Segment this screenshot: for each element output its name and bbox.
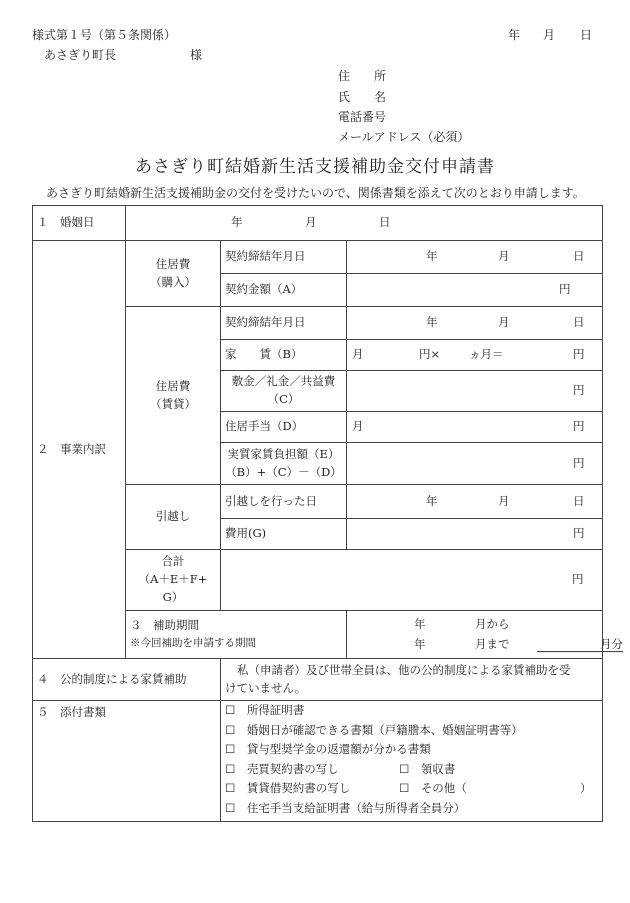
header-year-label: 年 bbox=[508, 28, 521, 42]
row-attachments bbox=[33, 701, 603, 822]
checkbox-scholarship[interactable]: ☐ bbox=[225, 742, 236, 756]
rent-contract-date-field[interactable]: 年 月 日 bbox=[347, 307, 603, 340]
checkbox-sales-contract[interactable]: ☐ bbox=[225, 761, 236, 776]
total-label: 合計 （A＋E＋F+ G） bbox=[126, 550, 221, 611]
period-months-field[interactable]: 月分 bbox=[537, 636, 623, 654]
rent-contract-date-label: 契約締結年月日 bbox=[221, 307, 347, 340]
rent-deposit-label: 敷金／礼金／共益費 （C） bbox=[221, 371, 347, 412]
moving-cost-label: 費用(G) bbox=[221, 519, 347, 550]
rent-allowance-label: 住居手当（D） bbox=[221, 412, 347, 443]
content-label: ２ 事業内訳 bbox=[33, 241, 126, 659]
moving-date-label: 引越しを行った日 bbox=[221, 485, 347, 519]
checkbox-income[interactable]: ☐ bbox=[225, 703, 236, 717]
moving-date-field[interactable]: 年 月 日 bbox=[347, 485, 603, 519]
public-subsidy-label: ４ 公的制度による家賃補助 bbox=[33, 659, 221, 701]
header-month-label: 月 bbox=[543, 28, 556, 42]
checkbox-other[interactable]: ☐ bbox=[399, 781, 410, 795]
rent-label: 住居費 （賃貸） bbox=[126, 307, 221, 485]
honorific: 様 bbox=[190, 48, 203, 62]
addressee: あさぎり町長 bbox=[44, 48, 117, 62]
rent-amount-label: 家 賃（B） bbox=[221, 340, 347, 371]
purchase-label: 住居費 （購入） bbox=[126, 241, 221, 307]
total-field[interactable]: 円 bbox=[221, 550, 603, 611]
row-marriage-date bbox=[33, 206, 603, 241]
checkbox-housing-allowance[interactable]: ☐ bbox=[225, 800, 236, 815]
public-subsidy-statement: 私（申請者）及び世帯全員は、他の公的制度による家賃補助を受 けていません。 bbox=[221, 659, 603, 701]
marriage-date-label: １ 婚姻日 bbox=[33, 206, 126, 241]
moving-cost-field[interactable]: 円 bbox=[347, 519, 603, 550]
purchase-contract-date-label: 契約締結年月日 bbox=[221, 241, 347, 274]
rent-deposit-field[interactable]: 円 bbox=[347, 371, 603, 412]
rent-allowance-field[interactable]: 月 円 bbox=[347, 412, 603, 443]
row-public-subsidy bbox=[33, 659, 603, 701]
header-day-label: 日 bbox=[580, 28, 593, 42]
purchase-amount-label: 契約金額（A） bbox=[221, 274, 347, 307]
phone-label: 電話番号 bbox=[338, 110, 387, 124]
email-label: メールアドレス（必須） bbox=[338, 130, 470, 144]
application-table bbox=[32, 205, 623, 822]
attachments-label: ５ 添付書類 bbox=[33, 701, 221, 822]
document-title: あさぎり町結婚新生活支援補助金交付申請書 bbox=[135, 157, 495, 177]
purchase-contract-date-field[interactable]: 年 月 日 bbox=[347, 241, 603, 274]
rent-amount-field[interactable]: 月 円× ヵ月＝ 円 bbox=[347, 340, 603, 371]
checkbox-receipt[interactable]: ☐ bbox=[399, 761, 410, 776]
purchase-amount-field[interactable]: 円 bbox=[347, 274, 603, 307]
name-label: 氏 名 bbox=[338, 90, 387, 104]
period-label: ３ 補助期間 bbox=[130, 618, 199, 633]
moving-label: 引越し bbox=[126, 485, 221, 550]
checkbox-lease-contract[interactable]: ☐ bbox=[225, 781, 236, 795]
address-label: 住 所 bbox=[338, 69, 387, 83]
form-number: 様式第１号（第５条関係） bbox=[32, 28, 177, 42]
marriage-date-field[interactable]: 年 月 日 bbox=[126, 206, 603, 241]
rent-burden-field[interactable]: 円 bbox=[347, 443, 603, 485]
period-field[interactable]: 年 月から 年 月まで 月分 bbox=[347, 611, 603, 659]
checkbox-marriage-doc[interactable]: ☐ bbox=[225, 722, 236, 737]
period-label-cell bbox=[126, 611, 347, 659]
period-note: ※今回補助を申請する期間 bbox=[130, 637, 256, 650]
intro-text: あさぎり町結婚新生活支援補助金の交付を受けたいので、関係書類を添えて次のとおり申請します。 bbox=[46, 186, 585, 200]
row-purchase-contract-date bbox=[33, 241, 603, 274]
rent-burden-label: 実質家賃負担額（E） （B）+（C）－（D） bbox=[221, 443, 347, 485]
attachments-list: ☐ 所得証明書 ☐ 婚姻日が確認できる書類（戸籍謄本、婚姻証明書等） ☐ 貸与型奨学金の返還額が分かる書類 ☐ 売買契約書の写し ☐ 領収書 ☐ 賃貸借契約書の写し ☐ その他（ ） ☐ 住宅手当支給証明書（給与所得者全員分） bbox=[221, 701, 603, 822]
